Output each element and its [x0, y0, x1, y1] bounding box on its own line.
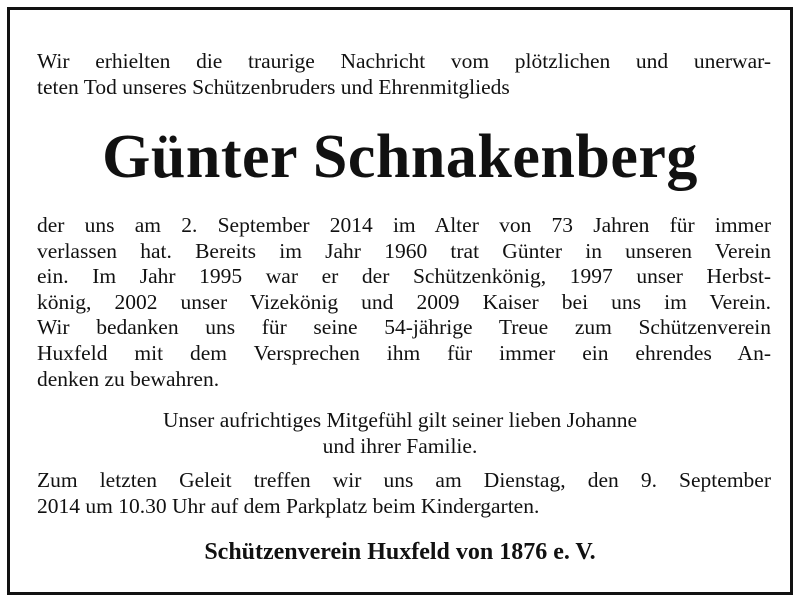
- body-line: der uns am 2. September 2014 im Alter von 73 Jahren für immer: [37, 213, 771, 237]
- body-line: Wir bedanken uns für seine 54-jährige Treue zum Schützenverein: [37, 315, 771, 340]
- condolence-line: Unser aufrichtiges Mitgefühl gilt seiner lieben Johanne: [162, 408, 638, 432]
- body-line: verlassen hat. Bereits im Jahr 1960 trat Günter in unseren Verein: [37, 238, 771, 263]
- funeral-line: 2014 um 10.30 Uhr auf dem Parkplatz beim Kindergarten.: [37, 493, 540, 518]
- body-line: Huxfeld mit dem Versprechen ihm für immer ein ehrendes An-: [37, 340, 771, 365]
- condolence-line: und ihrer Familie.: [322, 433, 478, 458]
- condolence-paragraph: [10, 408, 790, 459]
- obituary-notice: [7, 7, 793, 595]
- deceased-name: Günter Schnakenberg: [102, 123, 698, 191]
- body-line: denken zu bewahren.: [37, 366, 220, 391]
- intro-line: Wir erhielten die traurige Nachricht vom plötzlichen und unerwar-: [37, 49, 771, 73]
- signature: Schützenverein Huxfeld von 1876 e. V.: [204, 539, 596, 565]
- body-paragraph: [37, 213, 771, 392]
- intro-paragraph: [37, 49, 771, 100]
- intro-line: teten Tod unseres Schützenbruders und Ehrenmitglieds: [37, 74, 510, 99]
- funeral-line: Zum letzten Geleit treffen wir uns am Dienstag, den 9. September: [37, 468, 771, 492]
- body-line: ein. Im Jahr 1995 war er der Schützenkönig, 1997 unser Herbst-: [37, 264, 771, 289]
- funeral-paragraph: [37, 468, 771, 519]
- body-line: könig, 2002 unser Vizekönig und 2009 Kaiser bei uns im Verein.: [37, 289, 771, 314]
